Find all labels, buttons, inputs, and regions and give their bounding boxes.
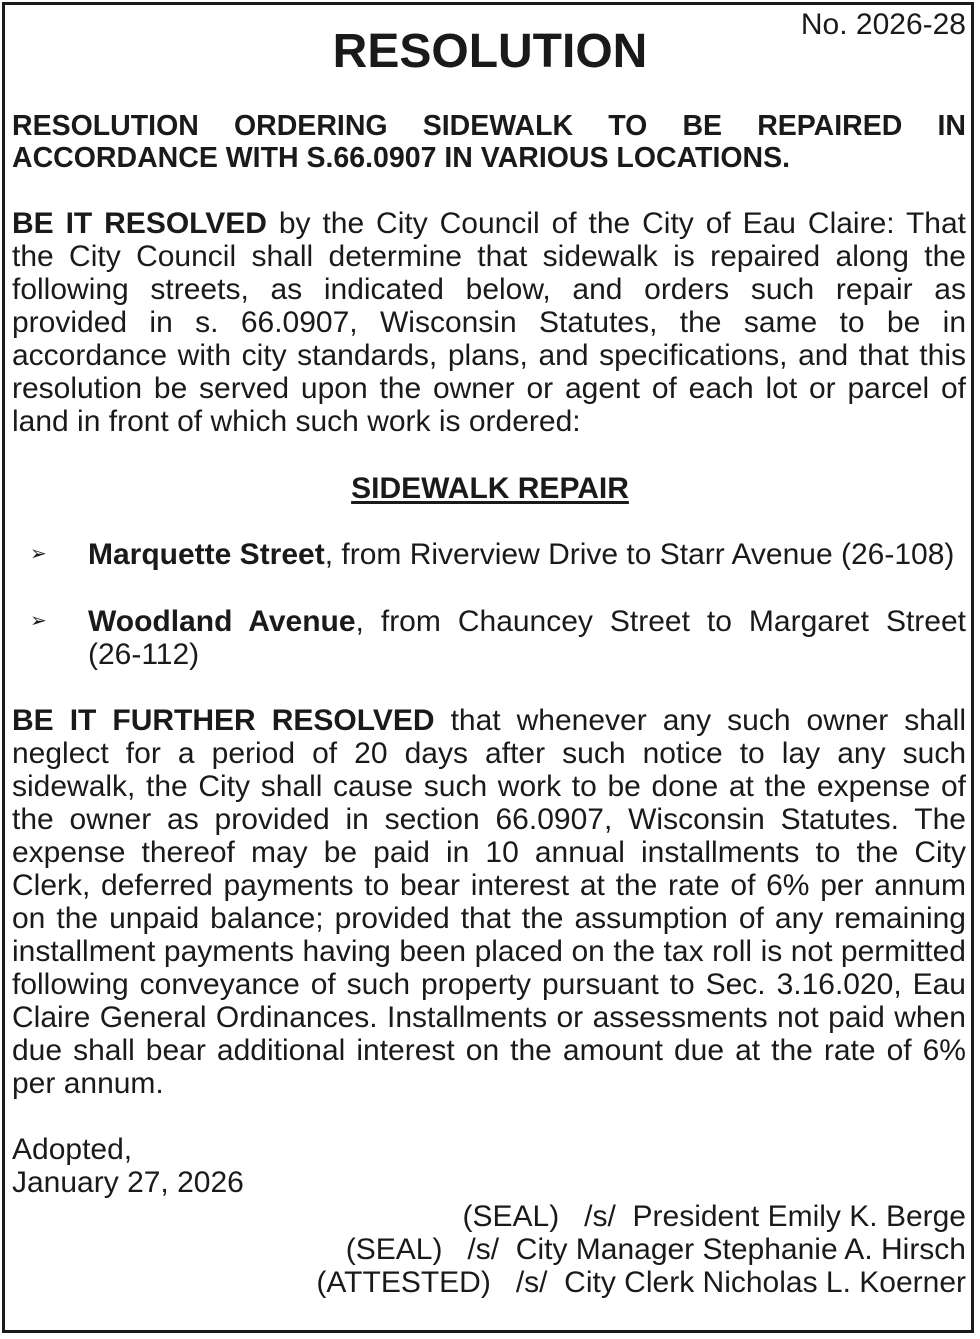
arrow-bullet-icon: ➢: [30, 610, 47, 632]
paragraph-2-body: that whenever any such owner shall neglect for a period of 20 days after such notice to lay any such sidewalk, the City shall cause such work to be done at the expense of the owner as provided in section 66.0907, Wisconsin Statutes. The expense thereof may be paid in 10 annual installments to the City Clerk, deferred payments to bear interest at the rate of 6% per annum on the unpaid balance; provided that the assumption of any remaining installment payments having been placed on the tax roll is not permitted following conveyance of such property pursuant to Sec. 3.16.020, Eau Claire General Ordinances. Installments or assessments not paid when due shall bear additional interest on the amount due at the rate of 6% per annum.: [12, 704, 966, 1100]
resolution-number: No. 2026-28: [800, 8, 966, 41]
signature-city-manager: (SEAL) /s/ City Manager Stephanie A. Hirsch: [345, 1233, 966, 1266]
paragraph-2-lead: BE IT FURTHER RESOLVED: [12, 704, 435, 737]
section-title-text: SIDEWALK REPAIR: [351, 472, 629, 505]
adopted-date: January 27, 2026: [12, 1166, 244, 1199]
section-title: [0, 472, 980, 506]
street-name: Woodland Avenue: [88, 605, 356, 638]
signature-city-clerk: (ATTESTED) /s/ City Clerk Nicholas L. Koerner: [316, 1266, 966, 1299]
street-name: Marquette Street: [88, 538, 325, 571]
signature-president: (SEAL) /s/ President Emily K. Berge: [462, 1200, 966, 1233]
resolution-paragraph-2: [12, 704, 966, 1100]
adopted-label: Adopted,: [12, 1133, 133, 1166]
street-detail: , from Riverview Drive to Starr Avenue (26-108): [324, 538, 955, 571]
list-item-text: [88, 605, 966, 671]
resolution-paragraph-1: [12, 207, 966, 438]
document-title: RESOLUTION: [332, 25, 648, 78]
arrow-bullet-icon: ➢: [30, 543, 47, 565]
street-detail: , from Chauncey Street to Margaret Street (26-112): [88, 605, 966, 671]
resolution-subject: RESOLUTION ORDERING SIDEWALK TO BE REPAIRED IN ACCORDANCE WITH S.66.0907 IN VARIOUS LOCATIONS.: [12, 110, 966, 174]
list-item-text: [88, 538, 966, 571]
paragraph-1-lead: BE IT RESOLVED: [12, 207, 267, 240]
paragraph-1-body: by the City Council of the City of Eau Claire: That the City Council shall determine that sidewalk is repaired along the following streets, as indicated below, and orders such repair as provided in s. 66.0907, Wisconsin Statutes, the same to be in accordance with city standards, plans, and specifications, and that this resolution be served upon the owner or agent of each lot or parcel of land in front of which such work is ordered:: [12, 207, 966, 438]
